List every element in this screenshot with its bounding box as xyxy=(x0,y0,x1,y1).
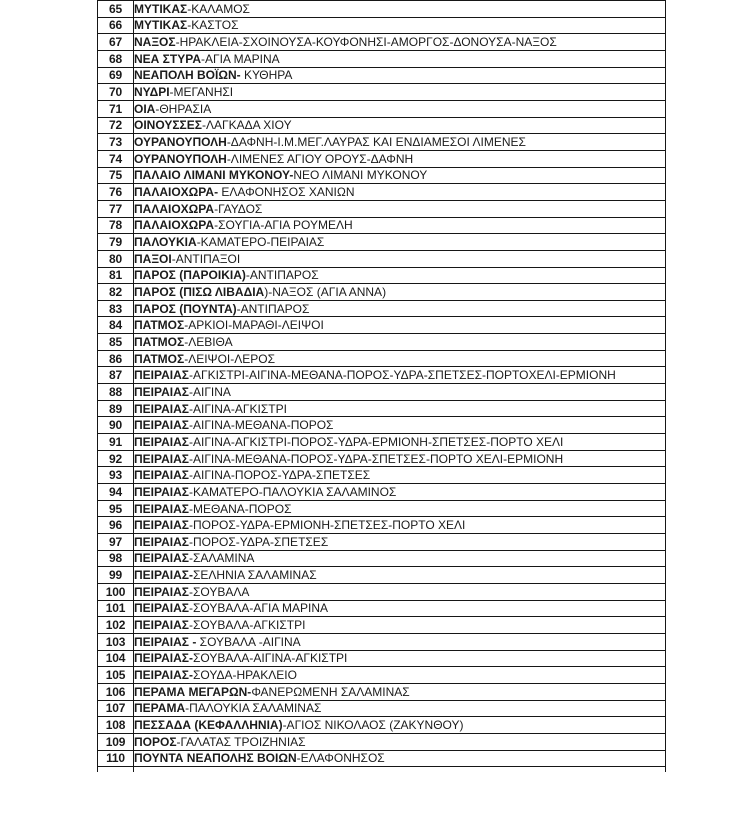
table-row xyxy=(98,567,666,584)
table-row xyxy=(98,167,666,184)
route-rest: -ΓΑΥΔΟΣ xyxy=(214,201,263,216)
row-number-cell: 103 xyxy=(98,633,134,650)
table-row xyxy=(98,450,666,467)
row-number-cell: 73 xyxy=(98,134,134,151)
row-number-cell: 100 xyxy=(98,583,134,600)
route-rest: -ΛΕΒΙΘΑ xyxy=(184,334,233,349)
table-row xyxy=(98,300,666,317)
route-rest: -ΣΟΥΒΑΛΑ-ΑΓΚΙΣΤΡΙ xyxy=(188,618,306,633)
route-origin: ΠΕΙΡΑΙΑΣ xyxy=(134,384,189,399)
route-origin: ΠΕΡΑΜΑ ΜΕΓΑΡΩΝ- xyxy=(134,684,252,699)
route-rest: -ΣΟΥΓΙΑ-ΑΓΙΑ ΡΟΥΜΕΛΗ xyxy=(214,218,353,233)
route-cell xyxy=(134,200,666,217)
route-rest: -ΑΙΓΙΝΑ-ΠΟΡΟΣ-ΥΔΡΑ-ΣΠΕΤΣΕΣ xyxy=(188,468,371,483)
route-origin: ΠΕΙΡΑΙΑΣ- xyxy=(134,668,193,683)
route-cell xyxy=(134,67,666,84)
route-origin: ΠΑΛΟΥΚΙΑ xyxy=(134,235,197,250)
row-number-cell: 108 xyxy=(98,717,134,734)
route-cell xyxy=(134,267,666,284)
table-row xyxy=(98,733,666,750)
route-origin: ΝΕΑ ΣΤΥΡΑ xyxy=(134,51,201,66)
table-row xyxy=(98,367,666,384)
route-rest: -ΕΛΑΦΟΝΗΣΟΣ xyxy=(296,751,385,766)
row-number-cell: 82 xyxy=(98,284,134,301)
route-cell xyxy=(134,617,666,634)
table-row xyxy=(98,517,666,534)
row-number-cell: 80 xyxy=(98,250,134,267)
route-origin: ΠΕΙΡΑΙΑΣ xyxy=(134,618,189,633)
route-rest: -ΑΡΚΙΟΙ-ΜΑΡΑΘΙ-ΛΕΙΨΟΙ xyxy=(184,318,324,333)
route-cell xyxy=(134,450,666,467)
table-row xyxy=(98,500,666,517)
route-origin: ΠΕΙΡΑΙΑΣ- xyxy=(134,568,193,583)
route-origin: ΠΕΙΡΑΙΑΣ xyxy=(134,601,189,616)
row-number-cell: 81 xyxy=(98,267,134,284)
route-rest: -ΛΑΓΚΑΔΑ ΧΙΟΥ xyxy=(201,118,292,133)
route-origin: ΠΕΙΡΑΙΑΣ xyxy=(134,368,189,383)
route-rest: -ΑΓΚΙΣΤΡΙ-ΑΙΓΙΝΑ-ΜΕΘΑΝΑ-ΠΟΡΟΣ-ΥΔΡΑ-ΣΠΕΤΣΕΣ-ΠΟΡΤΟΧΕΛΙ-ΕΡΜΙΟΝΗ xyxy=(188,368,616,383)
route-cell xyxy=(134,317,666,334)
route-cell xyxy=(134,100,666,117)
route-rest: -ΚΑΜΑΤΕΡΟ-ΠΕΙΡΑΙΑΣ xyxy=(196,235,325,250)
route-rest: ΕΛΑΦΟΝΗΣΟΣ ΧΑΝΙΩΝ xyxy=(218,185,355,200)
table-row xyxy=(98,600,666,617)
table-row xyxy=(98,650,666,667)
route-origin: ΜΥΤΙΚΑΣ xyxy=(134,18,188,33)
table-row xyxy=(98,267,666,284)
row-number-cell: 98 xyxy=(98,550,134,567)
route-rest: ΣΟΥΒΑΛΑ-ΑΙΓΙΝΑ-ΑΓΚΙΣΤΡΙ xyxy=(192,651,348,666)
row-number-cell: 69 xyxy=(98,67,134,84)
route-rest: -ΑΝΤΙΠΑΞΟΙ xyxy=(171,251,241,266)
row-number-cell: 66 xyxy=(98,17,134,34)
route-origin: ΠΕΙΡΑΙΑΣ xyxy=(134,418,189,433)
route-origin: ΠΕΙΡΑΙΑΣ xyxy=(134,501,189,516)
route-origin: ΟΥΡΑΝΟΥΠΟΛΗ xyxy=(134,135,227,150)
table-row xyxy=(98,284,666,301)
route-origin: ΠΑΤΜΟΣ xyxy=(134,334,185,349)
route-origin: ΠΕΙΡΑΙΑΣ - xyxy=(134,634,197,649)
route-origin: ΟΙΑ xyxy=(134,101,156,116)
route-cell xyxy=(134,633,666,650)
route-origin: ΠΟΥΝΤΑ ΝΕΑΠΟΛΗΣ ΒΟΙΩΝ xyxy=(134,751,297,766)
route-origin: ΠΑΡΟΣ (ΠΙΣΩ ΛΙΒΑΔΙΑ xyxy=(134,284,265,299)
route-rest: -ΗΡΑΚΛΕΙΑ-ΣΧΟΙΝΟΥΣΑ-ΚΟΥΦΟΝΗΣΙ-ΑΜΟΡΓΟΣ-ΔΟΝΟΥΣΑ-ΝΑΞΟΣ xyxy=(175,35,557,50)
table-row xyxy=(98,683,666,700)
table-row xyxy=(98,617,666,634)
route-cell xyxy=(134,484,666,501)
route-rest: -ΚΑΜΑΤΕΡΟ-ΠΑΛΟΥΚΙΑ ΣΑΛΑΜΙΝΟΣ xyxy=(188,484,397,499)
route-cell xyxy=(134,17,666,34)
row-number-cell: 97 xyxy=(98,534,134,551)
route-cell xyxy=(134,284,666,301)
table-row xyxy=(98,217,666,234)
route-rest: -ΔΑΦΝΗ-Ι.Μ.ΜΕΓ.ΛΑΥΡΑΣ ΚΑΙ ΕΝΔΙΑΜΕΣΟΙ ΛΙΜΕΝΕΣ xyxy=(226,135,526,150)
route-rest: -ΑΙΓΙΝΑ-ΜΕΘΑΝΑ-ΠΟΡΟΣ-ΥΔΡΑ-ΣΠΕΤΣΕΣ-ΠΟΡΤΟ ΧΕΛΙ-ΕΡΜΙΟΝΗ xyxy=(188,451,564,466)
table-row xyxy=(98,317,666,334)
route-cell xyxy=(134,134,666,151)
route-rest: ΝΕΟ ΛΙΜΑΝΙ ΜΥΚΟΝΟΥ xyxy=(293,168,428,183)
route-rest: -ΜΕΓΑΝΗΣΙ xyxy=(169,85,234,100)
route-rest: ΣΕΛΗΝΙΑ ΣΑΛΑΜΙΝΑΣ xyxy=(192,568,317,583)
row-number-cell: 102 xyxy=(98,617,134,634)
route-cell xyxy=(134,683,666,700)
table-row xyxy=(98,350,666,367)
route-cell xyxy=(134,367,666,384)
row-number-cell: 71 xyxy=(98,100,134,117)
route-origin: ΠΟΡΟΣ xyxy=(134,734,177,749)
row-number-cell: 93 xyxy=(98,467,134,484)
row-number-cell: 96 xyxy=(98,517,134,534)
row-number-cell: 72 xyxy=(98,117,134,134)
row-number-cell: 65 xyxy=(98,1,134,18)
table-row xyxy=(98,134,666,151)
route-origin: ΠΕΙΡΑΙΑΣ xyxy=(134,451,189,466)
row-number-cell: 75 xyxy=(98,167,134,184)
route-rest: -ΛΙΜΕΝΕΣ ΑΓΙΟΥ ΟΡΟΥΣ-ΔΑΦΝΗ xyxy=(226,151,414,166)
row-number-cell: 85 xyxy=(98,334,134,351)
route-cell xyxy=(134,567,666,584)
table-row xyxy=(98,1,666,18)
table-row xyxy=(98,467,666,484)
table-row xyxy=(98,100,666,117)
row-number-cell: 109 xyxy=(98,733,134,750)
row-number-cell: 89 xyxy=(98,400,134,417)
route-origin: ΠΕΙΡΑΙΑΣ xyxy=(134,401,189,416)
table-row xyxy=(98,184,666,201)
route-cell xyxy=(134,384,666,401)
route-cell xyxy=(134,1,666,18)
route-cell xyxy=(134,750,666,767)
route-origin: ΟΙΝΟΥΣΣΕΣ xyxy=(134,118,202,133)
route-rest: -ΑΝΤΙΠΑΡΟΣ xyxy=(245,268,319,283)
table-row-cut xyxy=(98,767,666,772)
route-cell xyxy=(134,717,666,734)
route-origin: ΠΑΡΟΣ (ΠΑΡΟΙΚΙΑ) xyxy=(134,268,246,283)
route-rest: -ΑΙΓΙΝΑ-ΜΕΘΑΝΑ-ΠΟΡΟΣ xyxy=(188,418,334,433)
route-cell xyxy=(134,500,666,517)
route-origin: ΝΑΞΟΣ xyxy=(134,35,176,50)
route-cell xyxy=(134,117,666,134)
table-row xyxy=(98,400,666,417)
route-cell xyxy=(134,517,666,534)
route-rest: -ΘΗΡΑΣΙΑ xyxy=(155,101,212,116)
route-cell xyxy=(134,184,666,201)
route-cell xyxy=(134,667,666,684)
table-row xyxy=(98,583,666,600)
route-cell xyxy=(134,600,666,617)
row-number-cell: 101 xyxy=(98,600,134,617)
table-row xyxy=(98,150,666,167)
route-rest: ΚΥΘΗΡΑ xyxy=(240,68,293,83)
route-cell xyxy=(134,167,666,184)
route-cell xyxy=(134,733,666,750)
row-number-cell: 76 xyxy=(98,184,134,201)
row-number-cell: 106 xyxy=(98,683,134,700)
route-cell xyxy=(134,583,666,600)
row-number-cell: 99 xyxy=(98,567,134,584)
route-cell xyxy=(134,400,666,417)
row-number-cell: 84 xyxy=(98,317,134,334)
row-number-cell: 92 xyxy=(98,450,134,467)
route-origin: ΝΥΔΡΙ xyxy=(134,85,170,100)
route-origin: ΟΥΡΑΝΟΥΠΟΛΗ xyxy=(134,151,227,166)
table-row xyxy=(98,700,666,717)
table-row xyxy=(98,717,666,734)
table-row xyxy=(98,67,666,84)
row-number-cell: 94 xyxy=(98,484,134,501)
route-origin: ΠΕΙΡΑΙΑΣ- xyxy=(134,651,193,666)
table-row xyxy=(98,84,666,101)
row-number-cell: 91 xyxy=(98,434,134,451)
table-row xyxy=(98,34,666,51)
route-rest: ΦΑΝΕΡΩΜΕΝΗ ΣΑΛΑΜΙΝΑΣ xyxy=(251,684,410,699)
route-origin: ΜΥΤΙΚΑΣ xyxy=(134,1,188,16)
route-cell xyxy=(134,234,666,251)
route-table-body xyxy=(98,1,666,772)
route-rest: -ΚΑΛΑΜΟΣ xyxy=(187,1,250,16)
row-number-cell: 86 xyxy=(98,350,134,367)
row-number-cell: 88 xyxy=(98,384,134,401)
route-rest: -ΣΟΥΒΑΛΑ-ΑΓΙΑ ΜΑΡΙΝΑ xyxy=(188,601,329,616)
table-row xyxy=(98,200,666,217)
route-origin: ΠΑΛΑΙΟΧΩΡΑ xyxy=(134,201,215,216)
row-number-cell: 95 xyxy=(98,500,134,517)
route-origin: ΠΕΣΣΑΔΑ (ΚΕΦΑΛΛΗΝΙΑ) xyxy=(134,718,283,733)
table-row xyxy=(98,50,666,67)
route-origin: ΠΕΡΑΜΑ xyxy=(134,701,186,716)
row-number-cell: 78 xyxy=(98,217,134,234)
row-number-cell: 110 xyxy=(98,750,134,767)
route-rest: -ΠΟΡΟΣ-ΥΔΡΑ-ΣΠΕΤΣΕΣ xyxy=(188,534,329,549)
route-cell xyxy=(134,250,666,267)
table-row xyxy=(98,667,666,684)
route-origin: ΠΑΛΑΙΟ ΛΙΜΑΝΙ ΜΥΚΟΝΟΥ- xyxy=(134,168,294,183)
route-cell xyxy=(134,417,666,434)
route-cell xyxy=(134,34,666,51)
route-origin: ΠΑΡΟΣ (ΠΟΥΝΤΑ) xyxy=(134,301,237,316)
table-row xyxy=(98,334,666,351)
route-origin: ΠΕΙΡΑΙΑΣ xyxy=(134,468,189,483)
route-rest: -ΠΟΡΟΣ-ΥΔΡΑ-ΕΡΜΙΟΝΗ-ΣΠΕΤΣΕΣ-ΠΟΡΤΟ ΧΕΛΙ xyxy=(188,518,466,533)
row-number-cell: 70 xyxy=(98,84,134,101)
row-number-cell: 77 xyxy=(98,200,134,217)
route-origin: ΠΑΤΜΟΣ xyxy=(134,318,185,333)
route-rest: -ΣΟΥΒΑΛΑ xyxy=(188,584,250,599)
table-row xyxy=(98,434,666,451)
route-rest: -ΚΑΣΤΟΣ xyxy=(187,18,239,33)
route-cell xyxy=(134,84,666,101)
table-row xyxy=(98,250,666,267)
route-cell xyxy=(134,650,666,667)
route-cell xyxy=(134,334,666,351)
route-origin: ΝΕΑΠΟΛΗ ΒΟΪΩΝ- xyxy=(134,68,241,83)
route-rest: -ΑΙΓΙΝΑ-ΑΓΚΙΣΤΡΙ xyxy=(188,401,287,416)
route-cell xyxy=(134,217,666,234)
route-rest: ΣΟΥΔΑ-ΗΡΑΚΛΕΙΟ xyxy=(192,668,297,683)
table-row xyxy=(98,750,666,767)
table-row xyxy=(98,484,666,501)
route-origin: ΠΕΙΡΑΙΑΣ xyxy=(134,518,189,533)
route-cell xyxy=(134,350,666,367)
route-origin: ΠΑΛΑΙΟΧΩΡΑ xyxy=(134,218,215,233)
table-row xyxy=(98,234,666,251)
row-number-cell: 83 xyxy=(98,300,134,317)
route-cell xyxy=(134,150,666,167)
route-rest: -ΑΙΓΙΝΑ xyxy=(188,384,231,399)
route-origin: ΠΑΞΟΙ xyxy=(134,251,172,266)
route-rest: )-ΝΑΞΟΣ (ΑΓΙΑ ΑΝΝΑ) xyxy=(264,284,387,299)
route-cell xyxy=(134,300,666,317)
route-origin: ΠΕΙΡΑΙΑΣ xyxy=(134,534,189,549)
route-cell xyxy=(134,550,666,567)
route-rest: -ΑΙΓΙΝΑ-ΑΓΚΙΣΤΡΙ-ΠΟΡΟΣ-ΥΔΡΑ-ΕΡΜΙΟΝΗ-ΣΠΕΤΣΕΣ-ΠΟΡΤΟ ΧΕΛΙ xyxy=(188,434,564,449)
row-number-cell: 107 xyxy=(98,700,134,717)
route-origin: ΠΕΙΡΑΙΑΣ xyxy=(134,434,189,449)
row-number-cell: 68 xyxy=(98,50,134,67)
table-row xyxy=(98,17,666,34)
row-number-cell: 67 xyxy=(98,34,134,51)
route-origin: ΠΕΙΡΑΙΑΣ xyxy=(134,584,189,599)
route-origin: ΠΕΙΡΑΙΑΣ xyxy=(134,484,189,499)
route-cell xyxy=(134,534,666,551)
route-rest: ΣΟΥΒΑΛΑ -ΑΙΓΙΝΑ xyxy=(196,634,301,649)
route-table xyxy=(97,0,666,772)
route-rest: -ΑΝΤΙΠΑΡΟΣ xyxy=(236,301,310,316)
route-rest: -ΓΑΛΑΤΑΣ ΤΡΟΙΖΗΝΙΑΣ xyxy=(176,734,306,749)
route-cell xyxy=(134,700,666,717)
table-row xyxy=(98,384,666,401)
row-number-cell: 104 xyxy=(98,650,134,667)
route-rest: -ΜΕΘΑΝΑ-ΠΟΡΟΣ xyxy=(188,501,292,516)
row-number-cell: 87 xyxy=(98,367,134,384)
route-origin: ΠΕΙΡΑΙΑΣ xyxy=(134,551,189,566)
row-number-cell: 79 xyxy=(98,234,134,251)
row-number-cell: 90 xyxy=(98,417,134,434)
route-cell xyxy=(134,50,666,67)
route-rest: -ΣΑΛΑΜΙΝΑ xyxy=(188,551,255,566)
row-number-cell: 105 xyxy=(98,667,134,684)
row-number-cell: 74 xyxy=(98,150,134,167)
route-rest: -ΑΓΙΟΣ ΝΙΚΟΛΑΟΣ (ΖΑΚΥΝΘΟΥ) xyxy=(282,718,464,733)
table-row xyxy=(98,117,666,134)
route-rest: -ΑΓΙΑ ΜΑΡΙΝΑ xyxy=(200,51,280,66)
route-cell xyxy=(134,434,666,451)
route-origin: ΠΑΤΜΟΣ xyxy=(134,351,185,366)
table-row xyxy=(98,534,666,551)
route-rest: -ΠΑΛΟΥΚΙΑ ΣΑΛΑΜΙΝΑΣ xyxy=(185,701,322,716)
table-row xyxy=(98,417,666,434)
route-rest: -ΛΕΙΨΟΙ-ΛΕΡΟΣ xyxy=(184,351,276,366)
route-cell xyxy=(134,467,666,484)
table-row xyxy=(98,550,666,567)
table-row xyxy=(98,633,666,650)
route-origin: ΠΑΛΑΙΟΧΩΡΑ- xyxy=(134,185,219,200)
